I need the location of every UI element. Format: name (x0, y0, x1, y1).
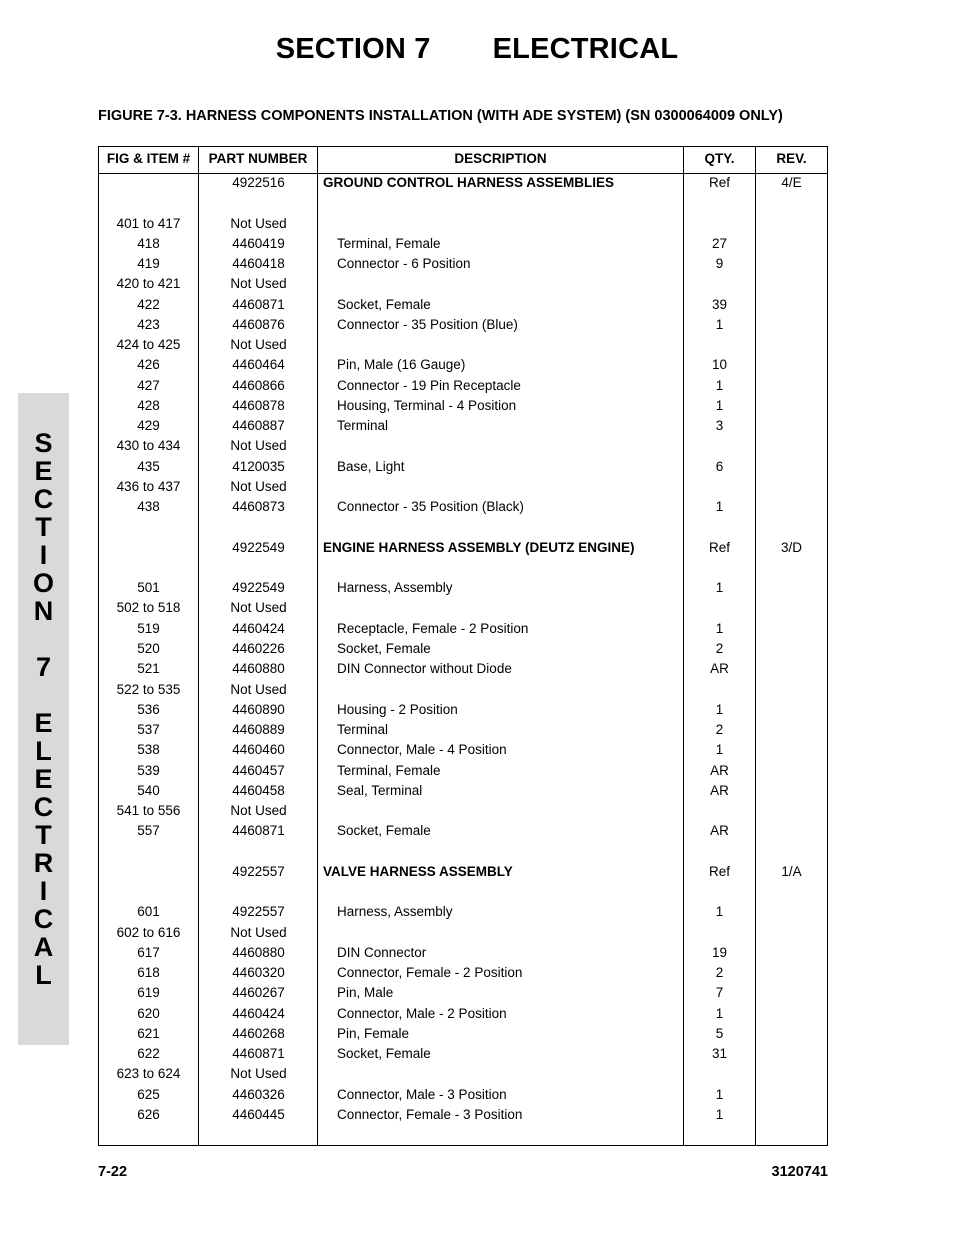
side-tab-letter: L (35, 960, 52, 990)
qty-cell: 7 (715, 985, 724, 1001)
table-row (99, 517, 827, 537)
description-cell: Socket, Female (337, 823, 431, 839)
part-number-cell: 4460460 (232, 742, 285, 758)
qty-cell: 19 (711, 944, 728, 960)
qty-cell: 1 (715, 377, 724, 393)
part-number-cell: Not Used (230, 276, 287, 292)
table-row (99, 173, 827, 193)
side-tab-letter (18, 681, 69, 709)
side-tab-letter: A (33, 932, 54, 962)
fig-item-cell: 539 (137, 762, 160, 778)
part-number-cell: 4460424 (232, 1005, 285, 1021)
qty-cell: 10 (711, 357, 728, 373)
table-row (99, 983, 827, 1003)
table-row (99, 396, 827, 416)
qty-cell: Ref (708, 539, 730, 555)
description-cell: Pin, Male (16 Gauge) (337, 357, 466, 373)
fig-item-cell: 557 (137, 823, 160, 839)
part-number-cell: 4460445 (232, 1106, 285, 1122)
description-cell: Harness, Assembly (337, 904, 453, 920)
part-number-cell: 4460267 (232, 985, 285, 1001)
side-tab-letters (18, 429, 69, 989)
part-number-cell: 4460320 (232, 965, 285, 981)
table-row (99, 1105, 827, 1125)
qty-cell: 3 (715, 418, 724, 434)
table-row (99, 781, 827, 801)
part-number-cell: 4460876 (232, 316, 285, 332)
qty-cell: 2 (715, 640, 724, 656)
table-row (99, 578, 827, 598)
description-cell: Receptacle, Female - 2 Position (337, 620, 529, 636)
qty-cell: 1 (715, 701, 724, 717)
side-tab-letter: O (32, 568, 54, 598)
fig-item-cell: 502 to 518 (116, 600, 181, 616)
header-fig-item: FIG & ITEM # (106, 151, 191, 166)
part-number-cell: Not Used (230, 924, 287, 940)
part-number-cell: 4460873 (232, 499, 285, 515)
description-cell: Housing, Terminal - 4 Position (337, 397, 517, 413)
table-row (99, 1064, 827, 1084)
table-row (99, 538, 827, 558)
table-row (99, 801, 827, 821)
description-cell: Pin, Female (337, 1025, 410, 1041)
description-cell: Terminal, Female (337, 235, 441, 251)
qty-cell: 1 (715, 1106, 724, 1122)
fig-item-cell: 541 to 556 (116, 803, 181, 819)
fig-item-cell: 626 (137, 1106, 160, 1122)
part-number-cell: 4460871 (232, 296, 285, 312)
part-number-cell: 4460887 (232, 418, 285, 434)
table-row (99, 335, 827, 355)
fig-item-cell: 435 (137, 458, 160, 474)
qty-cell: 1 (715, 580, 724, 596)
qty-cell: Ref (708, 863, 730, 879)
fig-item-cell: 617 (137, 944, 160, 960)
side-tab-letter: C (33, 904, 54, 934)
section-header (0, 33, 954, 66)
description-cell: Base, Light (337, 458, 405, 474)
side-tab-letter: I (39, 876, 48, 906)
side-tab-letter: 7 (35, 652, 52, 682)
part-number-cell: Not Used (230, 600, 287, 616)
table-row (99, 659, 827, 679)
fig-item-cell: 620 (137, 1005, 160, 1021)
qty-cell: AR (710, 823, 729, 839)
header-part-number: PART NUMBER (208, 151, 308, 166)
side-tab-letter: T (35, 512, 52, 542)
table-row (99, 923, 827, 943)
description-cell: ENGINE HARNESS ASSEMBLY (DEUTZ ENGINE) (323, 539, 635, 555)
qty-cell: 1 (715, 1086, 724, 1102)
part-number-cell: Not Used (230, 215, 287, 231)
header-description: DESCRIPTION (454, 151, 547, 166)
table-row (99, 1004, 827, 1024)
fig-item-cell: 520 (137, 640, 160, 656)
description-cell: Terminal, Female (337, 762, 441, 778)
table-row (99, 1044, 827, 1064)
qty-cell: 1 (715, 499, 724, 515)
fig-item-cell: 429 (137, 418, 160, 434)
part-number-cell: 4460880 (232, 661, 285, 677)
table-row (99, 842, 827, 862)
part-number-cell: Not Used (230, 438, 287, 454)
qty-cell: 2 (715, 965, 724, 981)
part-number-cell: 4460424 (232, 620, 285, 636)
qty-cell: 9 (715, 256, 724, 272)
table-row (99, 234, 827, 254)
parts-table (98, 146, 828, 1146)
fig-item-cell: 601 (137, 904, 160, 920)
fig-item-cell: 428 (137, 397, 160, 413)
table-row (99, 436, 827, 456)
description-cell: Connector, Female - 3 Position (337, 1106, 523, 1122)
table-row (99, 214, 827, 234)
part-number-cell: 4460457 (232, 762, 285, 778)
table-row (99, 416, 827, 436)
description-cell: Connector, Male - 2 Position (337, 1005, 507, 1021)
fig-item-cell: 623 to 624 (116, 1066, 181, 1082)
part-number-cell: 4922549 (232, 539, 285, 555)
side-tab-letter: R (33, 848, 54, 878)
table-row (99, 376, 827, 396)
fig-item-cell: 602 to 616 (116, 924, 181, 940)
part-number-cell: 4120035 (232, 458, 285, 474)
fig-item-cell: 537 (137, 722, 160, 738)
part-number-cell: 4460268 (232, 1025, 285, 1041)
table-row (99, 254, 827, 274)
fig-item-cell: 436 to 437 (116, 478, 181, 494)
description-cell: Connector - 19 Pin Receptacle (337, 377, 521, 393)
qty-cell: 31 (711, 1046, 728, 1062)
table-row (99, 477, 827, 497)
header-rev: REV. (776, 151, 807, 166)
part-number-cell: 4460326 (232, 1086, 285, 1102)
part-number-cell: Not Used (230, 337, 287, 353)
part-number-cell: 4460878 (232, 397, 285, 413)
table-row (99, 700, 827, 720)
part-number-cell: 4460880 (232, 944, 285, 960)
part-number-cell: 4460871 (232, 823, 285, 839)
description-cell: Connector - 35 Position (Black) (337, 499, 524, 515)
table-row (99, 862, 827, 882)
section-title: ELECTRICAL (492, 33, 679, 65)
table-row (99, 902, 827, 922)
qty-cell: 2 (715, 722, 724, 738)
table-row (99, 315, 827, 335)
fig-item-cell: 423 (137, 316, 160, 332)
table-row (99, 457, 827, 477)
table-row (99, 963, 827, 983)
section-side-tab (18, 393, 69, 1045)
part-number-cell: Not Used (230, 803, 287, 819)
table-row (99, 761, 827, 781)
qty-cell: 1 (715, 397, 724, 413)
fig-item-cell: 430 to 434 (116, 438, 181, 454)
qty-cell: 5 (715, 1025, 724, 1041)
fig-item-cell: 521 (137, 661, 160, 677)
table-row (99, 639, 827, 659)
table-row (99, 740, 827, 760)
fig-item-cell: 427 (137, 377, 160, 393)
table-row (99, 355, 827, 375)
description-cell: Housing - 2 Position (337, 701, 458, 717)
part-number-cell: Not Used (230, 478, 287, 494)
qty-cell: 6 (715, 458, 724, 474)
fig-item-cell: 622 (137, 1046, 160, 1062)
side-tab-letter: S (34, 428, 53, 458)
table-row (99, 882, 827, 902)
table-row (99, 274, 827, 294)
description-cell: DIN Connector (337, 944, 427, 960)
part-number-cell: 4460458 (232, 782, 285, 798)
description-cell: Seal, Terminal (337, 782, 423, 798)
part-number-cell: 4922549 (232, 580, 285, 596)
description-cell: GROUND CONTROL HARNESS ASSEMBLIES (323, 175, 615, 190)
side-tab-letter: T (35, 820, 52, 850)
table-row (99, 1085, 827, 1105)
side-tab-letter: E (34, 456, 53, 486)
fig-item-cell: 619 (137, 985, 160, 1001)
description-cell: Connector - 6 Position (337, 256, 471, 272)
figure-title: FIGURE 7-3. HARNESS COMPONENTS INSTALLATION (WITH ADE SYSTEM) (SN 0300064009 ONLY) (98, 108, 783, 124)
rev-cell: 4/E (781, 175, 802, 190)
table-row (99, 943, 827, 963)
table-row (99, 680, 827, 700)
description-cell: Socket, Female (337, 296, 431, 312)
document-number: 3120741 (771, 1164, 828, 1180)
qty-cell: AR (710, 762, 729, 778)
part-number-cell: 4922557 (232, 904, 285, 920)
part-number-cell: 4460866 (232, 377, 285, 393)
description-cell: Socket, Female (337, 1046, 431, 1062)
fig-item-cell: 519 (137, 620, 160, 636)
table-row (99, 558, 827, 578)
part-number-cell: 4460871 (232, 1046, 285, 1062)
table-row (99, 193, 827, 213)
side-tab-letter: C (33, 792, 54, 822)
part-number-cell: 4460418 (232, 256, 285, 272)
qty-cell: AR (710, 661, 729, 677)
fig-item-cell: 540 (137, 782, 160, 798)
description-cell: Connector, Male - 4 Position (337, 742, 507, 758)
part-number-cell: 4922557 (232, 863, 285, 879)
description-cell: DIN Connector without Diode (337, 661, 512, 677)
fig-item-cell: 538 (137, 742, 160, 758)
table-row (99, 821, 827, 841)
qty-cell: 1 (715, 620, 724, 636)
rev-cell: 1/A (781, 863, 802, 879)
table-row (99, 295, 827, 315)
qty-cell: 1 (715, 904, 724, 920)
fig-item-cell: 501 (137, 580, 160, 596)
description-cell: Terminal (337, 418, 389, 434)
table-row (99, 619, 827, 639)
section-number: SECTION 7 (275, 33, 431, 65)
fig-item-cell: 418 (137, 235, 160, 251)
fig-item-cell: 618 (137, 965, 160, 981)
description-cell: Connector, Male - 3 Position (337, 1086, 507, 1102)
side-tab-letter: C (33, 484, 54, 514)
header-qty: QTY. (704, 151, 735, 166)
description-cell: Harness, Assembly (337, 580, 453, 596)
part-number-cell: 4460226 (232, 640, 285, 656)
qty-cell: 1 (715, 316, 724, 332)
description-cell: VALVE HARNESS ASSEMBLY (323, 863, 513, 879)
side-tab-letter: I (39, 540, 48, 570)
table-row (99, 1024, 827, 1044)
part-number-cell: Not Used (230, 1066, 287, 1082)
qty-cell: AR (710, 782, 729, 798)
part-number-cell: 4460464 (232, 357, 285, 373)
table-row (99, 720, 827, 740)
page-number: 7-22 (98, 1164, 128, 1180)
part-number-cell: 4460890 (232, 701, 285, 717)
table-row (99, 598, 827, 618)
qty-cell: 1 (715, 742, 724, 758)
side-tab-letter: L (35, 736, 52, 766)
fig-item-cell: 625 (137, 1086, 160, 1102)
description-cell: Pin, Male (337, 985, 394, 1001)
part-number-cell: 4922516 (232, 175, 285, 190)
fig-item-cell: 424 to 425 (116, 337, 181, 353)
fig-item-cell: 422 (137, 296, 160, 312)
fig-item-cell: 419 (137, 256, 160, 272)
rev-cell: 3/D (780, 539, 802, 555)
side-tab-letter: E (34, 708, 53, 738)
qty-cell: Ref (708, 175, 730, 190)
side-tab-letter: E (34, 764, 53, 794)
part-number-cell: 4460419 (232, 235, 285, 251)
description-cell: Terminal (337, 722, 389, 738)
fig-item-cell: 426 (137, 357, 160, 373)
table-row (99, 497, 827, 517)
qty-cell: 39 (711, 296, 728, 312)
fig-item-cell: 621 (137, 1025, 160, 1041)
fig-item-cell: 522 to 535 (116, 681, 181, 697)
fig-item-cell: 536 (137, 701, 160, 717)
side-tab-letter (18, 625, 69, 653)
qty-cell: 27 (711, 235, 728, 251)
description-cell: Socket, Female (337, 640, 431, 656)
fig-item-cell: 401 to 417 (116, 215, 181, 231)
part-number-cell: 4460889 (232, 722, 285, 738)
side-tab-letter: N (33, 596, 54, 626)
qty-cell: 1 (715, 1005, 724, 1021)
description-cell: Connector, Female - 2 Position (337, 965, 523, 981)
part-number-cell: Not Used (230, 681, 287, 697)
description-cell: Connector - 35 Position (Blue) (337, 316, 518, 332)
fig-item-cell: 420 to 421 (116, 276, 181, 292)
fig-item-cell: 438 (137, 499, 160, 515)
